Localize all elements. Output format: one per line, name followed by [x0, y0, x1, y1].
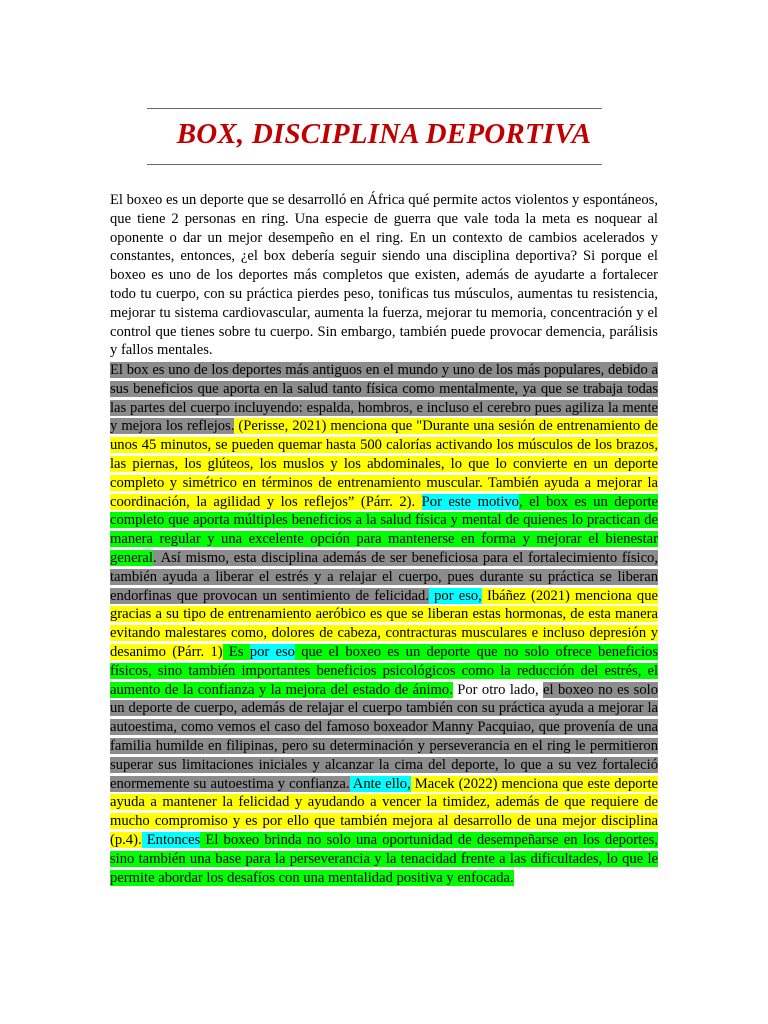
paragraph-highlighted — [110, 361, 658, 887]
paragraph-intro: El boxeo es un deporte que se desarrolló en África qué permite actos violentos y espontáneos, que tiene 2 personas en ring. Una especie de guerra que vale toda la meta es noquear al oponente o dar un mejor desempeño en el ring. En un contexto de cambios acelerados y constantes, entonces, ¿el box debería seguir siendo una disciplina deportiva? Si porque el boxeo es uno de los deportes más completos que existen, además de ayudarte a fortalecer todo tu cuerpo, con su práctica pierdes peso, tonificas tus músculos, aumentas tu resistencia, mejorar tu sistema cardiovascular, aumenta la fuerza, mejorar tu memoria, concentración y el control que tienes sobre tu cuerpo. Sin embargo, también puede provocar demencia, parálisis y fallos mentales. — [110, 192, 658, 359]
highlight-green-segment: , el box es un deporte completo que aporta múltiples beneficios a la salud física y mental de quienes lo practican de manera regular y una excelente opción para mantenerse en forma y mejorar el bienestar general — [110, 493, 658, 566]
highlight-cyan-segment: Por este motivo — [421, 493, 519, 510]
plain-text-segment: Por otro lado, — [452, 681, 544, 698]
highlight-cyan-segment: por eso, — [428, 587, 482, 604]
title-top-rule — [147, 108, 602, 109]
highlight-yellow-segment: Macek (2022) menciona que este deporte ayuda a mantener la felicidad y ayudando a vencer la timidez, además de que requiere de mucho compromiso y es por ello que también mejora al desarrollo de una mejor disciplina (p.4). — [110, 775, 658, 848]
highlight-green-segment: que el boxeo es un deporte que no solo ofrece beneficios físicos, sino también importantes beneficios psicológicos como la reducción del estrés, el aumento de la confianza y la mejora del estado de ánimo. — [110, 643, 659, 698]
highlight-green-segment: Es — [222, 643, 250, 660]
highlight-cyan-segment: por eso — [249, 643, 295, 660]
highlight-yellow-segment: Ibáñez (2021) menciona que gracias a su tipo de entrenamiento aeróbico es que se liberan estas hormonas, de esta manera evitando malestares como, dolores de cabeza, contracturas musculares e incluso depresión y desanimo (Párr. 1) — [110, 587, 658, 660]
highlight-cyan-segment: Entonces — [141, 831, 201, 848]
highlight-gray-segment: el boxeo no es solo un deporte de cuerpo, además de relajar el cuerpo también con su práctica ayuda a mejorar la autoestima, como vemos el caso del famoso boxeador Manny Pacquiao, que provenía de una familia humilde en filipinas, pero su determinación y perseverancia en el ring le permitieron superar sus limitaciones iniciales y alcanzar la cima del deporte, lo que a su vez fortaleció enormemente su autoestima y confianza. — [110, 681, 658, 792]
highlight-green-segment: El boxeo brinda no solo una oportunidad de desempeñarse en los deportes, sino también una base para la perseverancia y la tenacidad frente a las dificultades, lo que le permite abordar los desafíos con una mentalidad positiva y enfocada. — [110, 831, 658, 886]
highlight-cyan-segment: Ante ello, — [349, 775, 411, 792]
document-title: BOX, DISCIPLINA DEPORTIVA — [176, 118, 592, 150]
highlight-yellow-segment: (Perisse, 2021) menciona que "Durante una sesión de entrenamiento de unos 45 minutos, se pueden quemar hasta 500 calorías activando los músculos de los brazos, las piernas, los glúteos, los muslos y los abdominales, lo que lo convierte en un deporte completo y simétrico en términos de entrenamiento muscular. También ayuda a mejorar la coordinación, la agilidad y los reflejos” (Párr. 2). — [110, 418, 658, 510]
title-bottom-rule — [147, 164, 602, 165]
highlight-gray-segment: . Así mismo, esta disciplina además de ser beneficiosa para el fortalecimiento físico, también ayuda a liberar el estrés y a relajar el cuerpo, pues durante su práctica se liberan endorfinas que provocan un sentimiento de felicidad. — [110, 549, 658, 604]
highlight-gray-segment: El box es uno de los deportes más antiguos en el mundo y uno de los más populares, debido a sus beneficios que aporta en la salud tanto física como mentalmente, ya que se trabaja todas las partes del cuerpo incluyendo: espalda, hombros, e incluso el cerebro pues agiliza la mente y mejora los reflejos. — [110, 362, 658, 435]
